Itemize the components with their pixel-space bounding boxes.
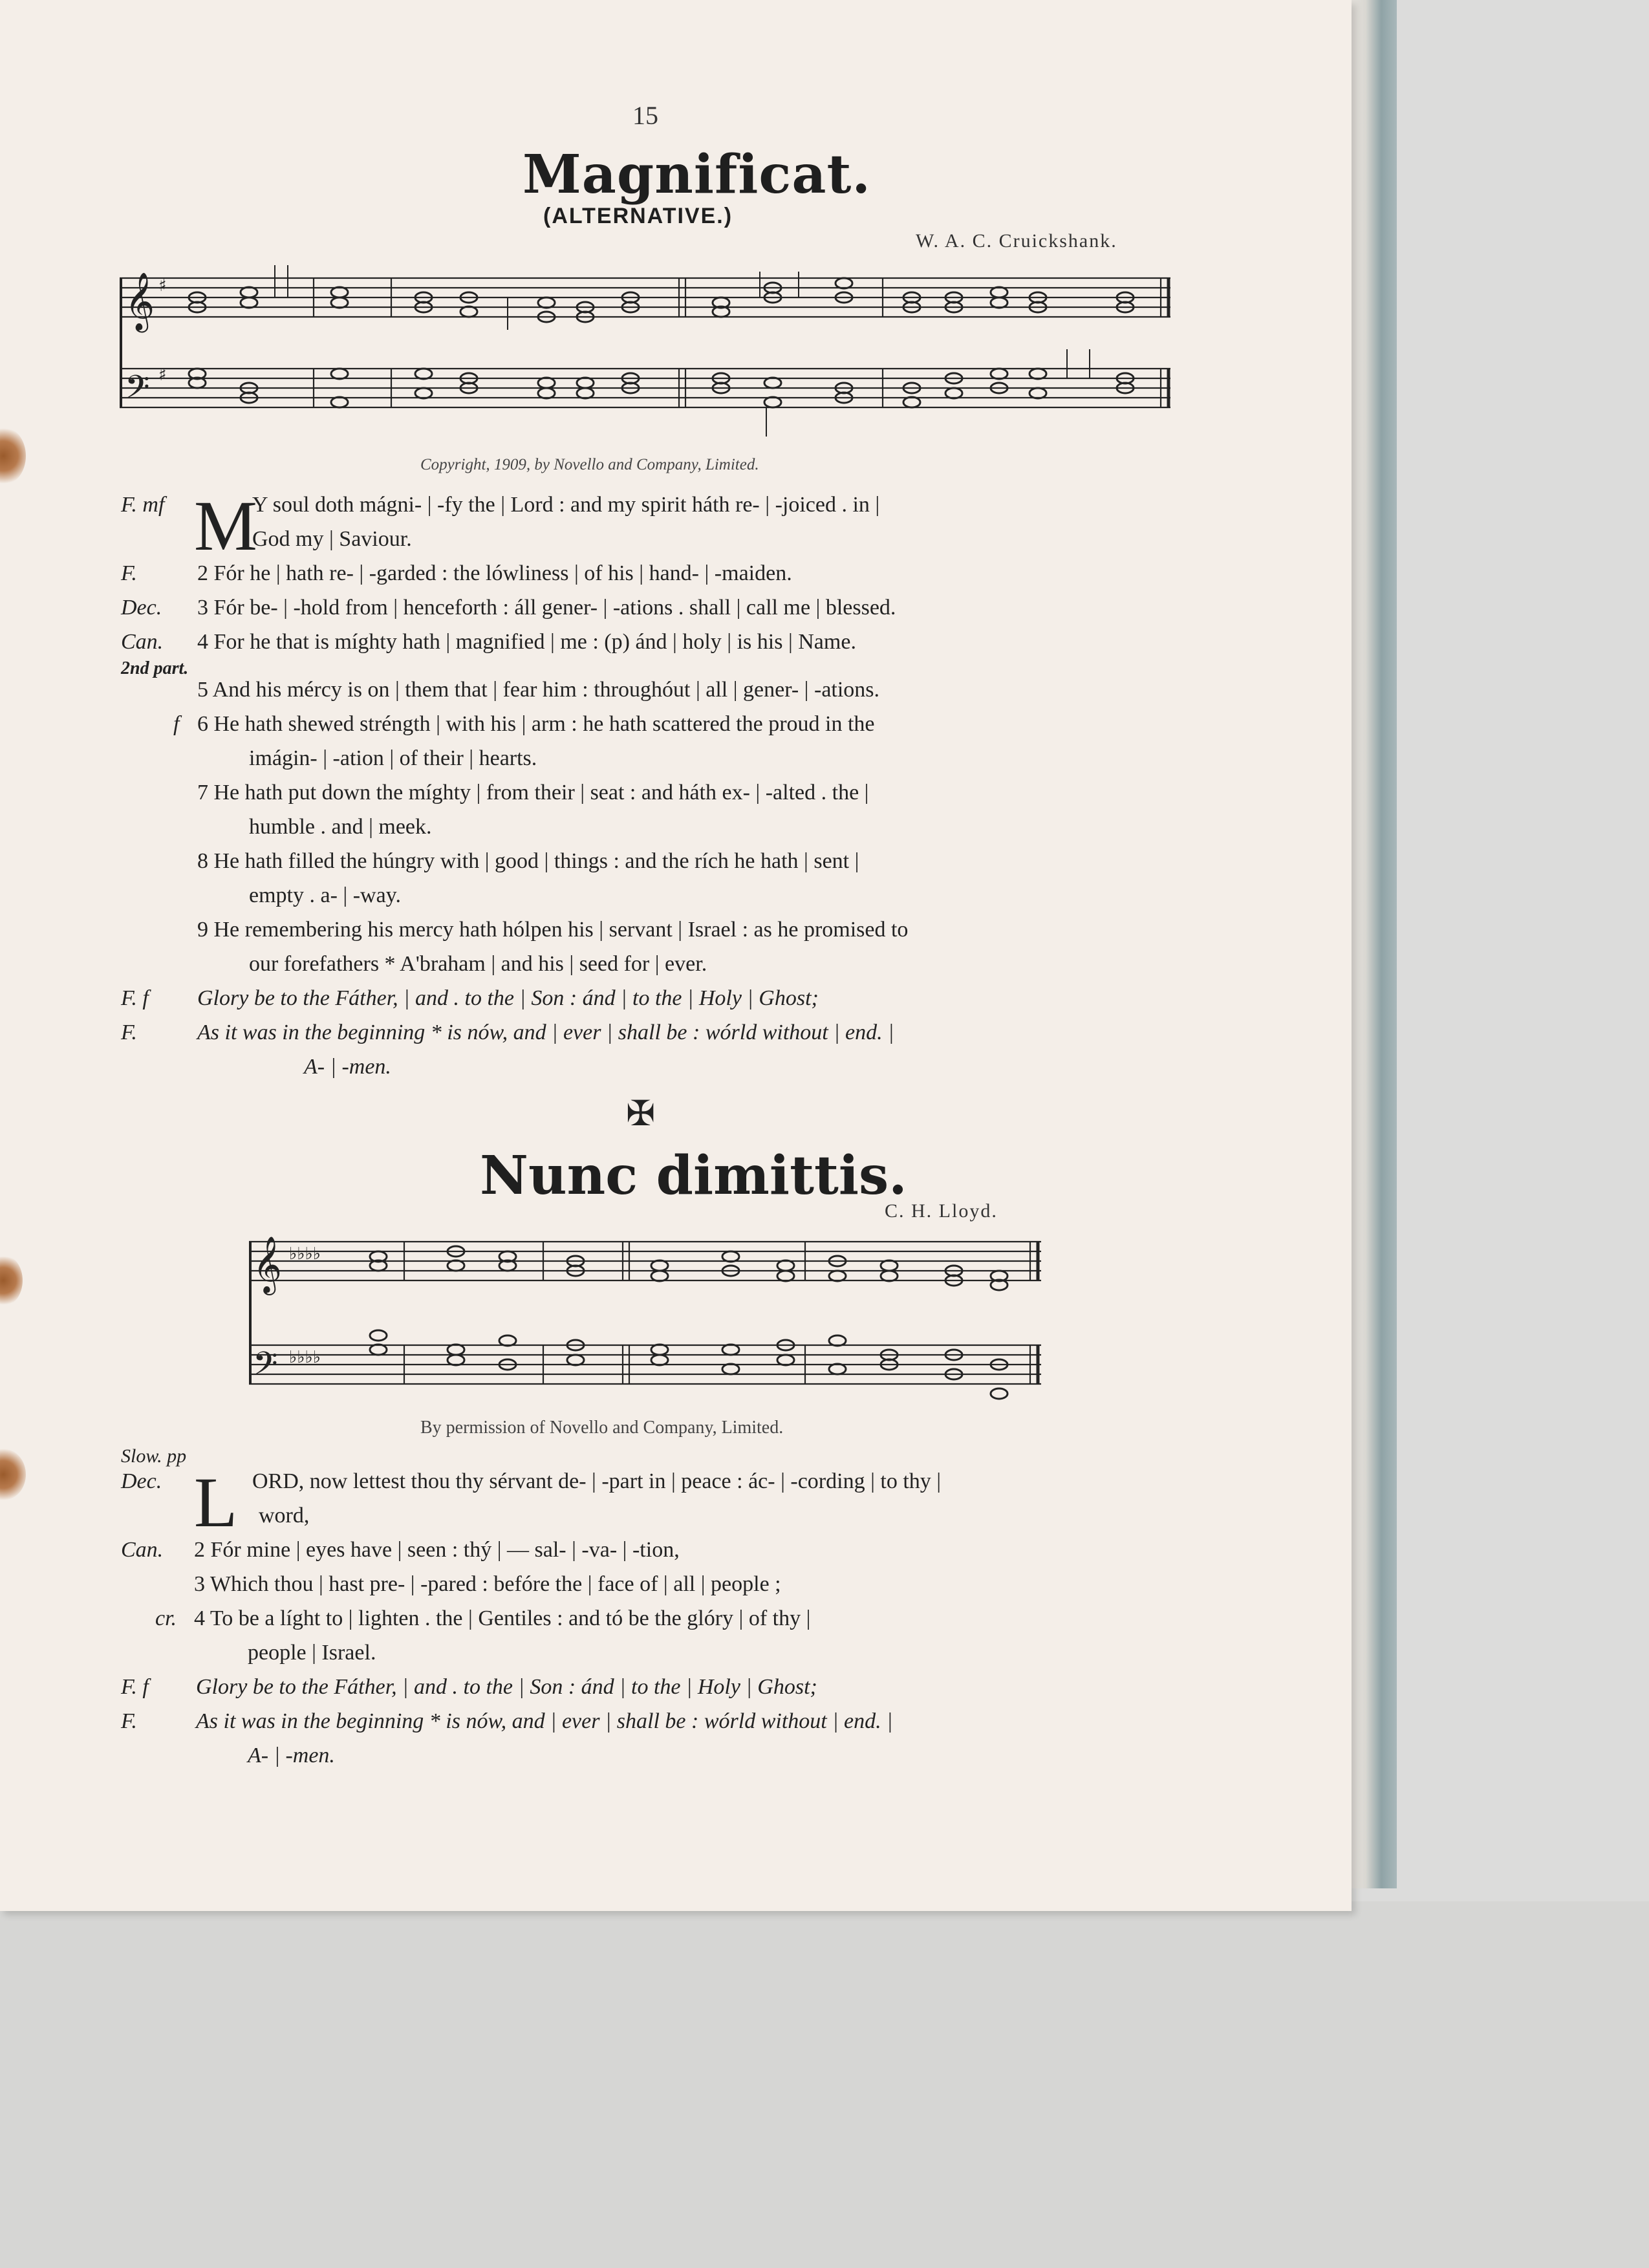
verse-label: F. f — [121, 1675, 149, 1699]
verse-label: F. mf — [121, 493, 165, 517]
gloria-line: As it was in the beginning * is nów, and | ever | shall be : wórld without | end. | — [197, 1021, 894, 1044]
verse-label: F. — [121, 1709, 137, 1733]
gloria-line: Glory be to the Fáther, | and . to the | Son : ánd | to the | Holy | Ghost; — [197, 986, 819, 1010]
drop-cap: L — [194, 1463, 238, 1542]
verse-label: Can. — [121, 1538, 164, 1562]
verse-line: word, — [259, 1504, 310, 1528]
svg-text:♭♭♭♭: ♭♭♭♭ — [289, 1348, 321, 1367]
svg-text:♯: ♯ — [158, 276, 167, 296]
verse-label: f — [173, 712, 180, 736]
verse-line: 4 To be a líght to | lighten . the | Gentiles : and tó be the glóry | of thy | — [194, 1606, 811, 1630]
rust-stain — [0, 427, 26, 485]
background-lower — [0, 1901, 1649, 2268]
verse-line: 2 Fór he | hath re- | -garded : the lówliness | of his | hand- | -maiden. — [197, 561, 792, 585]
verse-line: 4 For he that is míghty hath | magnified | me : (p) ánd | holy | is his | Name. — [197, 630, 856, 654]
gloria-line: A- | -men. — [248, 1744, 335, 1767]
nunc-score — [249, 1226, 1044, 1410]
verse-line: Y soul doth mágni- | -fy the | Lord : and my spirit háth re- | -joiced . in | — [252, 493, 880, 517]
verse-line: God my | Saviour. — [252, 527, 412, 551]
nunc-composer: C. H. Lloyd. — [885, 1200, 998, 1222]
verse-label: F. — [121, 1021, 137, 1044]
svg-text:♭♭♭♭: ♭♭♭♭ — [289, 1244, 321, 1264]
verse-label: 2nd part. — [121, 658, 189, 678]
verse-line: our forefathers * A'braham | and his | seed for | ever. — [249, 952, 707, 976]
verse-line: ORD, now lettest thou thy sérvant de- | -part in | peace : ác- | -cording | to thy | — [252, 1469, 942, 1493]
verse-line: 3 Which thou | hast pre- | -pared : befóre the | face of | all | people ; — [194, 1572, 781, 1596]
verse-label: cr. — [155, 1606, 177, 1630]
verse-line: 8 He hath filled the húngry with | good | things : and the rích he hath | sent | — [197, 849, 859, 873]
verse-line: imágin- | -ation | of their | hearts. — [249, 746, 537, 770]
verse-line: 7 He hath put down the míghty | from their | seat : and háth ex- | -alted . the | — [197, 781, 869, 805]
nunc-permission: By permission of Novello and Company, Limited. — [420, 1418, 784, 1438]
drop-cap: M — [194, 486, 257, 565]
verse-line: empty . a- | -way. — [249, 883, 401, 907]
rust-stain — [0, 1449, 26, 1500]
book-edge — [1345, 0, 1397, 1888]
svg-text:𝄢: 𝄢 — [125, 369, 150, 414]
magnificat-subtitle: (ALTERNATIVE.) — [543, 204, 733, 228]
cross-ornament: ✠ — [626, 1094, 656, 1133]
verse-line: 9 He remembering his mercy hath hólpen his | servant | Israel : as he promised to — [197, 918, 909, 942]
verse-line: 2 Fór mine | eyes have | seen : thý | — sal- | -va- | -tion, — [194, 1538, 680, 1562]
magnificat-composer: W. A. C. Cruickshank. — [916, 230, 1117, 252]
verse-line: people | Israel. — [248, 1641, 376, 1665]
verse-label: Dec. — [121, 596, 162, 620]
verse-label: F. f — [121, 986, 149, 1010]
magnificat-copyright: Copyright, 1909, by Novello and Company, Limited. — [420, 456, 759, 473]
svg-text:𝄢: 𝄢 — [253, 1345, 278, 1390]
rust-stain — [0, 1255, 23, 1306]
verse-line: 6 He hath shewed stréngth | with his | arm : he hath scattered the proud in the — [197, 712, 875, 736]
magnificat-score — [120, 259, 1174, 446]
svg-text:𝄞: 𝄞 — [125, 272, 155, 330]
gloria-line: Glory be to the Fáther, | and . to the | Son : ánd | to the | Holy | Ghost; — [196, 1675, 817, 1699]
verse-label: Dec. — [121, 1469, 162, 1493]
verse-line: humble . and | meek. — [249, 815, 432, 839]
verse-label: F. — [121, 561, 137, 585]
svg-text:♯: ♯ — [158, 365, 167, 385]
svg-text:𝄞: 𝄞 — [253, 1235, 282, 1293]
page-number: 15 — [632, 101, 658, 130]
gloria-line: A- | -men. — [304, 1055, 391, 1079]
gloria-line: As it was in the beginning * is nów, and | ever | shall be : wórld without | end. | — [196, 1709, 893, 1733]
verse-line: 3 Fór be- | -hold from | henceforth : áll gener- | -ations . shall | call me | blessed. — [197, 596, 896, 620]
nunc-title: Nunc dimittis. — [480, 1145, 907, 1207]
tempo-marking: Slow. pp — [121, 1445, 187, 1467]
verse-label: Can. — [121, 630, 164, 654]
magnificat-title: Magnificat. — [523, 144, 871, 206]
verse-line: 5 And his mércy is on | them that | fear him : throughóut | all | gener- | -ations. — [197, 678, 880, 702]
